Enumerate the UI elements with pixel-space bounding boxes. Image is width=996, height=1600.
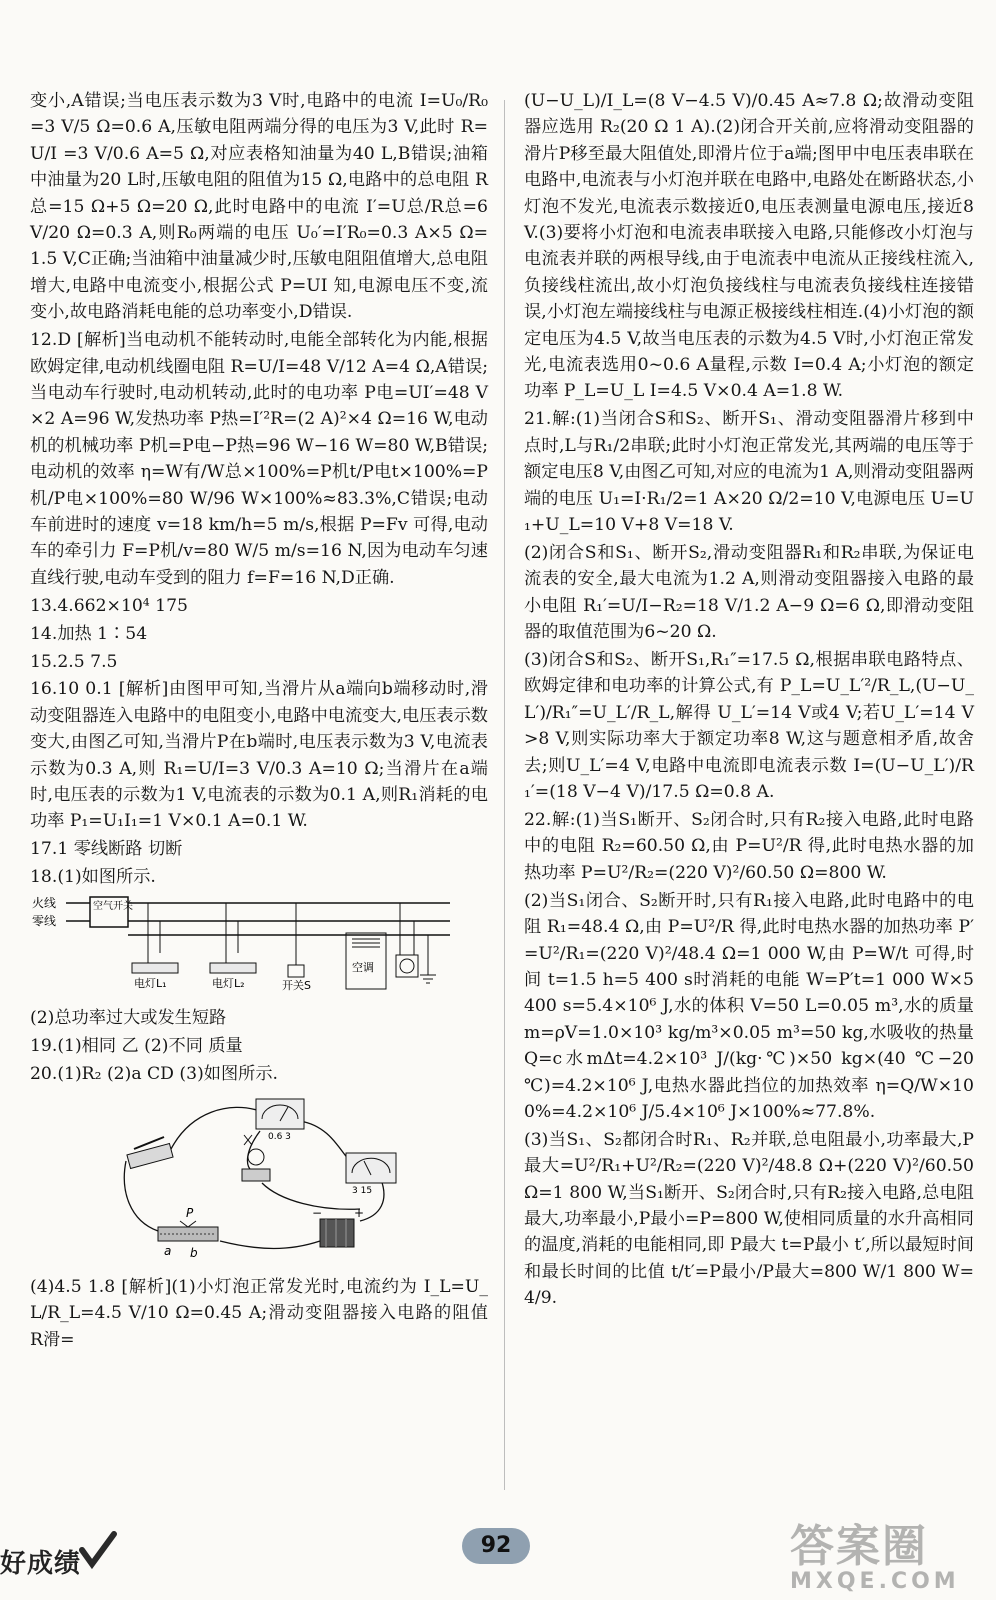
breaker-label: 空气开关 [93,900,133,912]
answer-21-part1: 21.解:(1)当闭合S和S₂、断开S₁、滑动变阻器滑片移到中点时,L与R₁/2串联;此时小灯泡正常发光,其两端的电压等于额定电压8 V,由图乙可知,对应的电流为1 A,则滑动变阻器两端的电压 U₁=I·R₁/2=1 A×20 Ω/2=10 V,电源电压 U=U₁+U_L=10 V+8 V=18 V. [524,409,974,535]
wiring-diagram [30,895,488,999]
lamp-1 [132,963,178,973]
terminal-b-label: b [190,1246,198,1260]
voltmeter-terminals: 3 15 [352,1186,373,1197]
answer-16: 16.10 0.1 [解析]由图甲可知,当滑片从a端向b端移动时,滑动变阻器连入电路中的电阻变小,电路中电流变大,电压表示数变大,由图乙可知,当滑片P在b端时,电压表示数为3 V,电流表示数为0.3 A,则 R₁=U/I=3 V/0.3 A=10 Ω;当滑片在a端时,电压表的示数为1 V,电流表的示数为0.1 A,则R₁消耗的电功率 P₁=U₁I₁=1 V×0.1 A=0.1 W. [30,679,488,832]
brand-logo: 好成绩 [0,1549,82,1579]
watermark-url: MXQE.COM [790,1569,960,1594]
answer-15: 15.2.5 7.5 [30,651,118,672]
checkmark-icon [78,1530,118,1570]
answer-22-part2: (2)当S₁闭合、S₂断开时,只有R₁接入电路,此时电路中的电阻 R₁=48.4 Ω,由 P=U²/R 得,此时电热水器的加热功率 P′=U²/R₁=(220 V)²/48.4 Ω=1 000 W,由 P=W/t 可得,时间 t=1.5 h=5 400 s时消耗的电能 W=P′t=1 000 W×5 400 s=5.4×10⁶ J,水的体积 V=50 L=0.05 m³,水的质量 m=ρV=1.0×10³ kg/m³×0.05 m³=50 kg,水吸收的热量 Q=c水mΔt=4.2×10³ J/(kg·℃)×50 kg×(40 ℃−20 ℃)=4.2×10⁶ J,电热水器此挡位的加热效率 η=Q/W×100%=4.2×10⁶ J/5.4×10⁶ J×100%≈77.8%. [524,890,974,1122]
answer-21-part2: (2)闭合S和S₁、断开S₂,滑动变阻器R₁和R₂串联,为保证电流表的安全,最大电流为1.2 A,则滑动变阻器接入电路的最小电阻 R₁′=U/I−R₂=18 V/1.2 A−9 Ω=6 Ω,即滑动变阻器的取值范围为6~20 Ω. [524,542,974,643]
answer-20: 20.(1)R₂ (2)a CD (3)如图所示. [30,1063,278,1084]
ac-label: 空调 [352,960,374,974]
svg-text:−: − [312,1206,323,1221]
lamp-1-label: 电灯L₁ [134,976,167,990]
answer-22-part1: 22.解:(1)当S₁断开、S₂闭合时,只有R₂接入电路,此时电路中的电阻 R₂=60.50 Ω,由 P=U²/R 得,此时电热水器的加热功率 P=U²/R₂=(220 V)²/60.50 Ω=800 W. [524,809,974,883]
answer-11-continued: 变小,A错误;当电压表示数为3 V时,电路中的电流 I=U₀/R₀ =3 V/5 Ω=0.6 A,压敏电阻两端分得的电压为3 V,此时 R=U/I =3 V/0.6 A=5 Ω,对应表格知油量为40 L,B错误;油箱中油量为20 L时,压敏电阻的阻值为15 Ω,电路中的总电阻 R总=15 Ω+5 Ω=20 Ω,此时电路中的电流 I′=U总/R总=6 V/20 Ω=0.3 A,则R₀两端的电压 U₀′=I′R₀=0.3 A×5 Ω=1.5 V,C正确;当油箱中油量减少时,压敏电阻阻值增大,总电阻增大,电路中电流变小,根据公式 P=UI 知,电源电压不变,流变小,故电路消耗电能的总功率变小,D错误. [30,91,488,323]
svg-text:+: + [354,1206,365,1221]
watermark-title: 答案圈 [790,1521,928,1572]
slider-p-label: P [186,1206,194,1221]
live-wire-label: 火线 [32,895,57,910]
switch-s [288,965,304,977]
answer-18: 18.(1)如图所示. [30,867,156,888]
answer-21-part3: (3)闭合S和S₂、断开S₁,R₁″=17.5 Ω,根据串联电路特点、欧姆定律和电功率的计算公式,有 P_L=U_L′²/R_L,(U−U_L′)/R₁″=U_L′/R_L,解得 U_L′=14 V或4 V;若U_L′=14 V>8 V,则实际功率大于额定功率8 W,这与题意相矛盾,故舍去;则U_L′=4 V,电路中电流即电流表示数 I=(U−U_L′)/R₁′=(18 V−4 V)/17.5 Ω=0.8 A. [524,650,974,803]
answer-19: 19.(1)相同 乙 (2)不同 质量 [30,1036,243,1056]
answer-14: 14.加热 1∶54 [30,623,148,644]
answer-13: 13.4.662×10⁴ 175 [30,595,188,616]
left-column [30,88,488,1354]
answer-20-continued: (U−U_L)/I_L=(8 V−4.5 V)/0.45 A≈7.8 Ω;故滑动变阻器应选用 R₂(20 Ω 1 A).(2)闭合开关前,应将滑动变阻器的滑片P移至最大阻值处,即滑片位于a端;图甲中电压表串联在电路中,电流表与小灯泡并联在电路中,电路处在断路状态,小灯泡不发光,电流表示数接近0,电压表测量电源电压,接近8 V.(3)要将小灯泡和电流表串联接入电路,只能修改小灯泡与电流表并联的两根导线,由于电流表中电流从正接线柱流入,负接线柱流出,故小灯泡负接线柱与电流表负接线柱连接错误,小灯泡左端接线柱与电源正极接线柱相连.(4)小灯泡的额定电压为4.5 V,故当电压表的示数为4.5 V时,小灯泡正常发光,电流表选用0~0.6 A量程,示数 I=0.4 A;小灯泡的额定功率 P_L=U_L I=4.5 V×0.4 A=1.8 W. [524,91,974,402]
answer-18-part2: (2)总功率过大或发生短路 [30,1008,227,1029]
answer-22-part3: (3)当S₁、S₂都闭合时R₁、R₂并联,总电阻最小,功率最大,P最大=U²/R₁+U²/R₂=(220 V)²/48.8 Ω+(220 V)²/60.50 Ω=1 800 W,当S₁断开、S₂闭合时,只有R₂接入电路,总电阻最大,功率最小,P最小=P=800 W,使相同质量的水升高相同的温度,消耗的电能相同,即 P最大 t=P最小 t′,所以最短时间和最长时间的比值 t/t′=P最小/P最大=800 W/1 800 W=4/9. [524,1129,974,1309]
switch-label: 开关S [282,978,311,991]
bulb [248,1149,264,1165]
lamp-2 [210,963,256,973]
ammeter-terminals: 0.6 3 [268,1132,291,1143]
neutral-wire-label: 零线 [32,913,57,928]
right-column [524,88,974,1313]
circuit-diagram [30,1091,488,1267]
page-top-margin [0,0,996,62]
answer-20-part4: (4)4.5 1.8 [解析](1)小灯泡正常发光时,电流约为 I_L=U_L/R_L=4.5 V/10 Ω=0.45 A;滑动变阻器接入电路的阻值 R滑= [30,1276,488,1350]
switch [127,1144,173,1169]
answer-12: 12.D [解析]当电动机不能转动时,电能全部转化为内能,根据欧姆定律,电动机线圈电阻 R=U/I=48 V/12 A=4 Ω,A错误;当电动车行驶时,电动机转动,此时的电功率 P电=UI′=48 V×2 A=96 W,发热功率 P热=I′²R=(2 A)²×4 Ω=16 W,电动机的机械功率 P机=P电−P热=96 W−16 W=80 W,B错误;电动机的效率 η=W有/W总×100%=P机t/P电t×100%=P机/P电×100%=80 W/96 W×100%≈83.3%,C错误;电动车前进时的速度 v=18 km/h=5 m/s,根据 P=Fv 可得,电动车的牵引力 F=P机/v=80 W/5 m/s=16 N,因为电动车匀速直线行驶,电动车受到的阻力 f=F=16 N,D正确. [30,330,488,588]
battery [320,1219,354,1247]
watermark [790,1521,970,1594]
socket [396,955,418,977]
page-number: 92 [462,1528,530,1564]
lamp-2-label: 电灯L₂ [212,976,245,990]
answer-17: 17.1 零线断路 切断 [30,839,183,860]
column-divider [504,100,505,1490]
terminal-a-label: a [164,1244,172,1259]
